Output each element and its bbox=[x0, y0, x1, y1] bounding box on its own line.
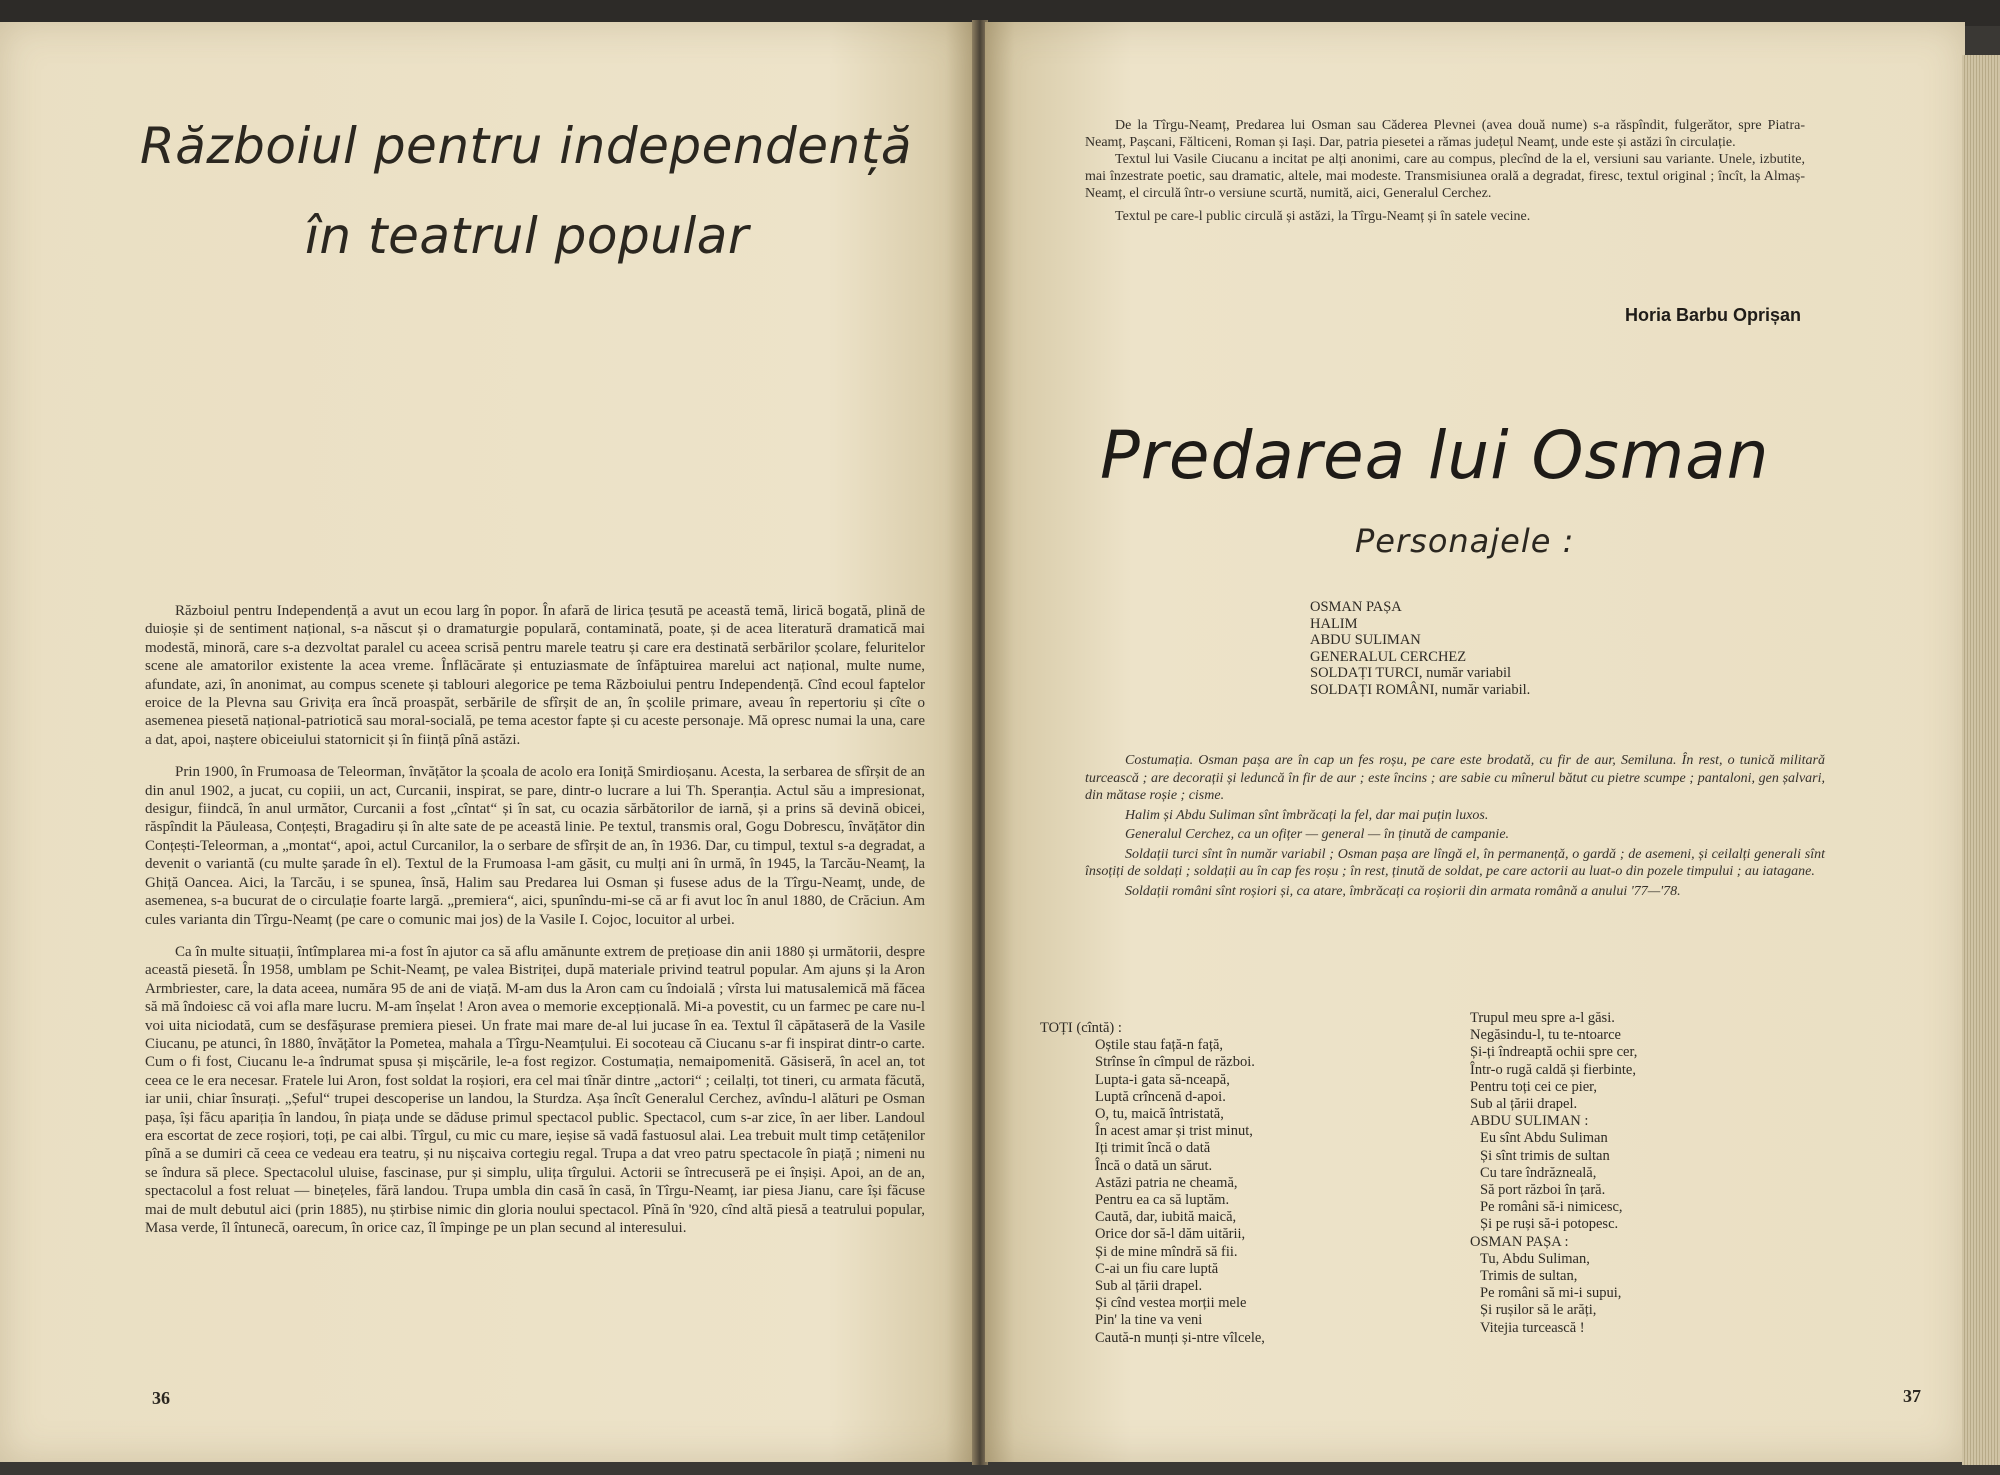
verse-line: Luptă crîncenă d-apoi. bbox=[1095, 1088, 1226, 1105]
verse-line: Pe români să-i nimicesc, bbox=[1480, 1199, 1623, 1216]
paragraph: Soldații români sînt roșiori și, ca atare, îmbrăcați ca roșiorii din armata română a anului '77—'78. bbox=[1125, 883, 1681, 899]
verse-line: Și cînd vestea morții mele bbox=[1095, 1295, 1247, 1312]
page-edges bbox=[1962, 55, 2000, 1465]
verse-line: TOȚI (cîntă) : bbox=[1040, 1020, 1122, 1036]
verse-line: Sub al țării drapel. bbox=[1095, 1278, 1203, 1295]
verse-line: Strînse în cîmpul de război. bbox=[1095, 1054, 1255, 1071]
verse-line: Lupta-i gata să-nceapă, bbox=[1095, 1071, 1230, 1088]
verse-line: Și rușilor să le arăți, bbox=[1480, 1302, 1597, 1319]
verse-line: Tu, Abdu Suliman, bbox=[1480, 1250, 1590, 1267]
paragraph: Războiul pentru Independență a avut un ecou larg în popor. În afară de lirica țesută pe această temă, lirică bogată, plină de duioșie și de sentiment național, s-a născut și o dramaturgie populară, contaminată, poate, și de acea literatură dramatică mai modestă, minoră, care s-a dezvoltat paralel cu aceea scrisă pentru marele teatru și care era destinată serbărilor școlare, feluritelor scene ale amatorilor existente la acea vreme. Înflăcărate și entuziasmate de înfăptuirea marelui act național, multe nume, afundate, azi, în anonimat, au compus scenete și tablouri alegorice pe tema Războiului pentru Independență. Cînd ecoul faptelor eroice de la Plevna sau Grivița era încă proaspăt, serbările de sfîrșit de an, în școlile primare, aveau în repertoriu și cîte o asemenea piesetă național-patriotică sau moral-socială, pe tema acestor fapte și cu aceste personaje. Mă opresc numai la una, care a dat, apoi, naștere obiceiului statornicit și în ființă pînă astăzi. bbox=[145, 603, 925, 748]
verse-line: O, tu, maică întristată, bbox=[1095, 1106, 1224, 1123]
paragraph: Soldații turci sînt în număr variabil ; Osman pașa are lîngă el, în permanență, o gardă ; de asemeni, și ceilalți generali sînt însoțiți de soldați ; soldații au în cap fes roșu ; în rest, ținută de soldat, pe care actorii au luat-o din pozele timpului ; au iatagane. bbox=[1085, 846, 1825, 879]
paragraph: Prin 1900, în Frumoasa de Teleorman, învățător la școala de acolo era Ioniță Smirdioșanu. Acesta, la serbarea de sfîrșit de an din anul 1902, a jucat, cu copiii, un act, Curcanii, inspirat, se pare, dintr-o lucrare a lui Th. Speranția. Actul său a impresionat, desigur, fiindcă, în anul următor, Curcanii a fost „cîntat“ și în sat, cu ocazia sărbătorilor de iarnă, și a prins să devină obicei, răspîndit la Păuleasa, Conțești, Bragadiru și în alte sate de pe această linie. Pe textul, transmis oral, Gogu Dobrescu, învățător din Conțești-Teleorman, a „montat“, apoi, actul Curcanilor, la o serbare de sfîrșit de an, în 1936. Dar, cu timpul, textul s-a degradat, a devenit o variantă (cu multe șarade în el). Textul de la Frumoasa l-am găsit, cu mulți ani în urmă, în 1945, la Tarcău-Neamț, la Ghiță Oancea. Aici, la Tarcău, i se spunea, însă, Halim sau Predarea lui Osman și fusese adus de la Tîrgu-Neamț, unde, de asemenea, s-a bucurat de o circulație foarte largă. „premiera“, aici, spunîndu-mi-se că ar fi avut loc în anul 1880, de Crăciun. Am cules varianta din Tîrgu-Neamț (pe care o comunic mai jos) de la Vasile I. Cojoc, locuitor al urbei. bbox=[145, 764, 925, 928]
verse-line: Și pe ruși să-i potopesc. bbox=[1480, 1216, 1619, 1233]
verse-line: Și-ți îndreaptă ochii spre cer, bbox=[1470, 1044, 1638, 1061]
verse-column-left bbox=[1040, 1020, 1265, 1347]
cast-item: HALIM bbox=[1310, 615, 1358, 632]
verse-line: Pe români să mi-i supui, bbox=[1480, 1285, 1622, 1302]
paragraph: Ca în multe situații, întîmplarea mi-a fost în ajutor ca să aflu amănunte extrem de prețioase din anii 1880 și următorii, despre această piesetă. În 1958, umblam pe Schit-Neamț, pe valea Bistriței, după materiale privind teatrul popular. Am ajuns și la Aron Armbriester, care, la data aceea, număra 95 de ani de viață. M-am dus la Aron cam cu îndoială ; vîrsta lui matusalemică mă făcea să mă îndoiesc că voi afla mare lucru. M-am înșelat ! Aron avea o memorie excepțională. Mi-a povestit, cu un farmec pe care nu-l voi uita niciodată, cum se desfășurase premiera piesei. Un frate mai mare de-al lui jucase în ea. Textul îl căpătaseră de la Vasile Ciucanu, pe atunci, în 1880, învățător la Pometea, mahala a Tîrgu-Neamțului. Ei socoteau că Ciucanu s-ar fi inspirat dintr-o carte. Cum o fi fost, Ciucanu le-a îndrumat spusa și mișcările, le-a fost regizor. Costumația, nemaipomenită. Găsiseră, în acel an, tot ceea ce le era necesar. Fratele lui Aron, fost soldat la roșiori, era cel mai tînăr dintre „actori“ ; ceilalți, tot tineri, cu armata făcută, iar unii, chiar însurați. „Șeful“ trupei descoperise un landou, la Sturdza. Așa încît Generalul Cerchez, avîndu-l alături pe Osman pașa, își făcu apariția în landou, în piața unde se dăduse primul spectacol public. Spectacol, cum s-ar zice, în aer liber. Landoul era escortat de zece roșiori, toți, pe cai albi. Tîrgul, cu mic cu mare, ieșise să vadă fastuosul alai. Lea trebuit mult timp cetățenilor pînă a se dumiri că ceea ce vedeau era teatru, și nu nișcaiva cortegiu regal. Trupa a dat vreo patru spectacole în piață ; nimeni nu se îndura să plece. Spectacolul uluise, fascinase, pur și simplu, ulița tîrgului. Actorii se întrecuseră pe ei înșiși. Apoi, an de an, spectacolul a fost reluat — binețeles, fără landou. Trupa umbla din casă în casă, în Tîrgu-Neamț, iar piesa Jianu, care își făcuse mai de mult debutul aici (prin 1885), nu știrbise nimic din gloria noului spectacol. Pînă în '920, cînd altă piesă a teatrului popular, Masa verde, îl întunecă, oarecum, în orice caz, îl împinge pe un plan secund al interesului. bbox=[145, 943, 925, 1236]
verse-line: Oștile stau față-n față, bbox=[1095, 1037, 1224, 1054]
page-number-left: 36 bbox=[152, 1388, 170, 1408]
paragraph: Textul pe care-l public circulă și astăzi, la Tîrgu-Neamț și în satele vecine. bbox=[1115, 209, 1531, 224]
verse-line: C-ai un fiu care luptă bbox=[1095, 1260, 1219, 1277]
play-title: Predarea lui Osman bbox=[1100, 417, 1770, 494]
cast-item: OSMAN PAȘA bbox=[1310, 599, 1402, 615]
verse-column-right bbox=[1470, 1010, 1637, 1337]
verse-line: În acest amar și trist minut, bbox=[1095, 1123, 1253, 1140]
verse-line: ABDU SULIMAN : bbox=[1470, 1113, 1589, 1130]
verse-line: Iți trimit încă o dată bbox=[1095, 1140, 1211, 1157]
verse-line: Pin' la tine va veni bbox=[1095, 1312, 1203, 1329]
paragraph: Halim și Abdu Suliman sînt îmbrăcați la fel, dar mai puțin luxos. bbox=[1125, 807, 1489, 823]
right-intro-text bbox=[1085, 117, 1805, 225]
verse-line: Încă o dată un sărut. bbox=[1095, 1157, 1213, 1174]
cast-item: SOLDAȚI TURCI, număr variabil bbox=[1310, 665, 1512, 682]
verse-line: Pentru ea ca să luptăm. bbox=[1095, 1192, 1230, 1209]
verse-line: Caută-n munți și-ntre vîlcele, bbox=[1095, 1329, 1265, 1346]
verse-line: Și de mine mîndră să fii. bbox=[1095, 1243, 1238, 1260]
paragraph: Generalul Cerchez, ca un ofițer — general — în ținută de campanie. bbox=[1125, 827, 1510, 842]
verse-line: Sub al țării drapel. bbox=[1470, 1096, 1578, 1113]
verse-line: Într-o rugă caldă și fierbinte, bbox=[1470, 1061, 1636, 1078]
article-title-line2: în teatrul popular bbox=[305, 207, 749, 265]
verse-line: Eu sînt Abdu Suliman bbox=[1480, 1130, 1608, 1147]
cast-heading: Personajele : bbox=[1355, 522, 1575, 560]
verse-line: Negăsindu-l, tu te-ntoarce bbox=[1470, 1027, 1621, 1044]
cast-list bbox=[1310, 599, 1530, 699]
verse-line: Vitejia turcească ! bbox=[1480, 1319, 1585, 1336]
paragraph: De la Tîrgu-Neamț, Predarea lui Osman sau Căderea Plevnei (avea două nume) s-a răspîndit, fulgerător, spre Piatra-Neamț, Pașcani, Fălticeni, Roman și Iași. Dar, patria piesetei a rămas județul Neamț, unde este și astăzi în circulație. bbox=[1085, 118, 1805, 150]
right-page bbox=[985, 22, 1965, 1462]
cast-item: ABDU SULIMAN bbox=[1310, 632, 1421, 649]
cast-item: GENERALUL CERCHEZ bbox=[1310, 648, 1467, 665]
paragraph: Textul lui Vasile Ciucanu a incitat pe alți anonimi, care au compus, plecînd de la el, versiuni sau variante. Unele, izbutite, mai înzestrate poetic, sau dramatic, altele, mai modeste. Transmisiunea orală a degradat, firesc, textul original ; încît, la Almaș-Neamț, el circulă într-o versiune scurtă, numită, aici, Generalul Cerchez. bbox=[1085, 152, 1805, 201]
verse-line: Trimis de sultan, bbox=[1480, 1268, 1578, 1285]
verse-line: Cu tare îndrăzneală, bbox=[1480, 1164, 1597, 1181]
verse-line: Să port război în țară. bbox=[1480, 1182, 1606, 1199]
article-title-line1: Războiul pentru independență bbox=[140, 117, 912, 175]
page-number-right: 37 bbox=[1903, 1386, 1921, 1406]
verse-line: Pentru toți cei ce pier, bbox=[1470, 1078, 1598, 1095]
cast-item: SOLDAȚI ROMÂNI, număr variabil. bbox=[1310, 681, 1531, 698]
verse-line: OSMAN PAȘA : bbox=[1470, 1233, 1569, 1250]
verse-line: Și sînt trimis de sultan bbox=[1480, 1147, 1610, 1164]
paragraph: Costumația. Osman pașa are în cap un fes roșu, pe care este brodată, cu fir de aur, Semiluna. În rest, o tunică militară turcească ; are decorații și leduncă în fir de aur ; este încins ; are sabie cu mînerul bătut cu pietre scumpe ; pantaloni, gen șalvari, din mătase roșie ; cisme. bbox=[1085, 753, 1825, 803]
verse-line: Astăzi patria ne cheamă, bbox=[1095, 1174, 1238, 1191]
verse-line: Orice dor să-l dăm uitării, bbox=[1095, 1226, 1246, 1243]
verse-line: Trupul meu spre a-l găsi. bbox=[1470, 1010, 1615, 1026]
verse-line: Caută, dar, iubită maică, bbox=[1095, 1209, 1237, 1226]
costume-notes bbox=[1085, 752, 1825, 900]
left-page bbox=[0, 22, 975, 1462]
author-signature: Horia Barbu Oprișan bbox=[1625, 305, 1802, 325]
left-body-text bbox=[145, 602, 925, 1237]
